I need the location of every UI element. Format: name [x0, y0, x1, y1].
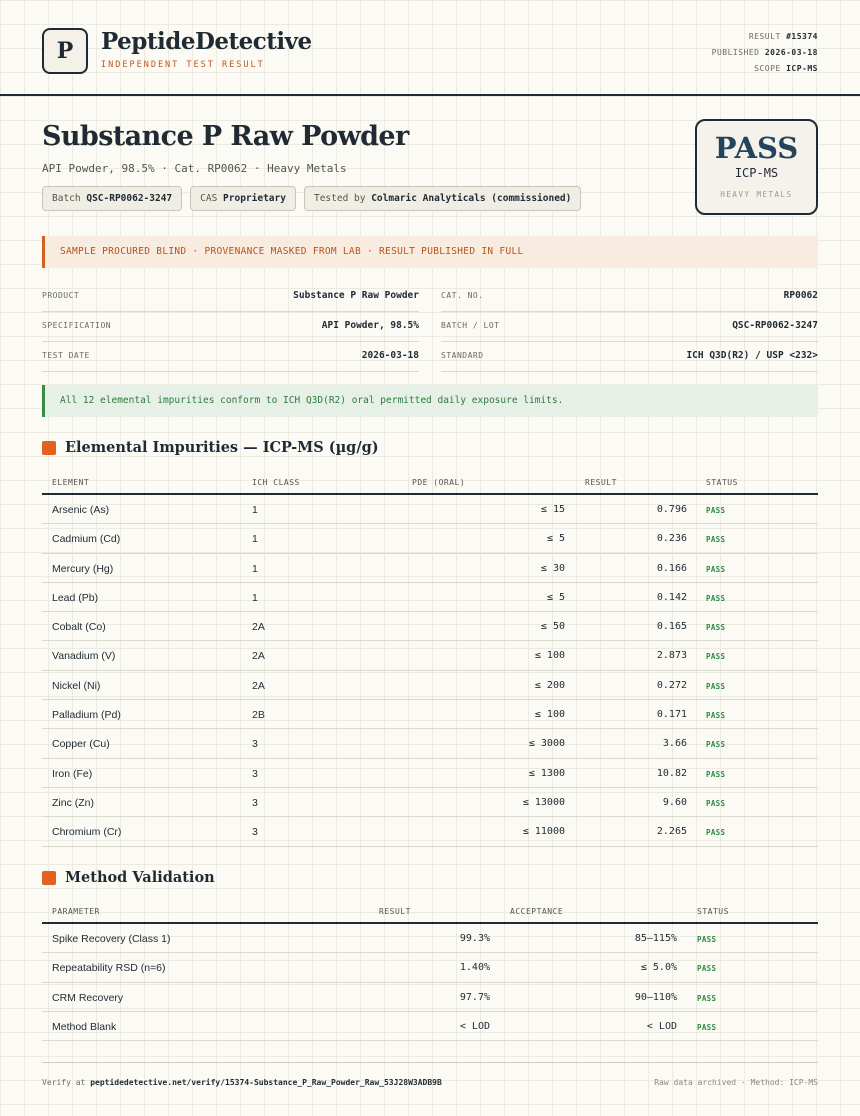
status-badge: PASS: [706, 798, 726, 808]
validation-heading: [42, 869, 215, 886]
result-number: #15374: [786, 32, 818, 41]
product-chips: [42, 186, 581, 211]
table-row: [42, 729, 818, 758]
column-header: PARAMETER: [52, 907, 100, 916]
impurities-body: [42, 495, 818, 847]
verify-label: Verify at: [42, 1078, 86, 1087]
column-header: RESULT: [379, 907, 411, 916]
element-name: Vanadium (V): [52, 650, 116, 663]
published-date: 2026-03-18: [764, 48, 818, 57]
batch-chip: [42, 186, 182, 211]
impurities-title: Elemental Impurities — ICP-MS (µg/g): [65, 439, 379, 456]
pde-limit: ≤ 30: [540, 562, 565, 574]
table-row: [42, 953, 818, 982]
pde-limit: ≤ 11000: [522, 826, 565, 838]
status-badge: PASS: [706, 769, 726, 779]
pde-limit: ≤ 5: [546, 533, 565, 545]
info-key: BATCH / LOT: [441, 321, 500, 330]
table-row: [42, 1012, 818, 1041]
parameter-name: Repeatability RSD (n=6): [52, 962, 166, 975]
status-badge: PASS: [706, 593, 726, 603]
result-value: 2.873: [656, 650, 687, 662]
brand-tagline: INDEPENDENT TEST RESULT: [101, 60, 265, 70]
result-value: 99.3%: [459, 933, 490, 944]
result-value: 0.171: [656, 709, 687, 721]
table-row: [42, 495, 818, 524]
table-row: [42, 788, 818, 817]
validation-body: [42, 924, 818, 1041]
column-header: ELEMENT: [52, 478, 90, 487]
product-title: Substance P Raw Powder: [42, 121, 409, 152]
element-name: Zinc (Zn): [52, 796, 94, 809]
scope-value: ICP-MS: [786, 64, 818, 73]
status-badge: PASS: [706, 740, 726, 750]
status-badge: PASS: [706, 828, 726, 838]
result-value: 0.142: [656, 591, 687, 603]
element-name: Palladium (Pd): [52, 709, 121, 722]
product-subtitle: API Powder, 98.5% · Cat. RP0062 · Heavy Metals: [42, 162, 347, 175]
result-value: 3.66: [662, 738, 687, 750]
impurities-heading: [42, 439, 379, 456]
chip-label: Tested by: [313, 193, 366, 204]
pde-limit: ≤ 100: [534, 650, 565, 662]
result-value: 97.7%: [459, 991, 490, 1003]
element-name: Cobalt (Co): [52, 621, 106, 634]
element-name: Nickel (Ni): [52, 679, 101, 692]
acceptance-value: < LOD: [646, 1020, 677, 1032]
status-badge: PASS: [706, 564, 726, 574]
status-badge: PASS: [706, 535, 726, 545]
status-badge: PASS: [697, 935, 717, 944]
chip-value: Colmaric Analyticals (commissioned): [371, 193, 572, 204]
column-header: STATUS: [706, 478, 738, 487]
column-header: PDE (ORAL): [412, 478, 466, 487]
result-value: 0.166: [656, 562, 687, 574]
ich-class: 1: [252, 533, 258, 546]
pde-limit: ≤ 1300: [528, 767, 565, 779]
pde-limit: ≤ 100: [534, 709, 565, 721]
ich-class: 1: [252, 562, 258, 575]
result-value: 9.60: [662, 796, 687, 808]
info-value: Substance P Raw Powder: [293, 290, 419, 301]
table-row: [42, 554, 818, 583]
pde-limit: ≤ 5: [546, 591, 565, 603]
ich-class: 3: [252, 767, 258, 780]
ich-class: 3: [252, 738, 258, 751]
ich-class: 1: [252, 504, 258, 516]
table-row: [42, 524, 818, 553]
ich-class: 2B: [252, 709, 265, 722]
table-row: [42, 612, 818, 641]
column-header: ACCEPTANCE: [510, 907, 564, 916]
table-header: [42, 897, 818, 924]
published-label: PUBLISHED: [711, 48, 760, 57]
table-row: [42, 641, 818, 670]
info-key: TEST DATE: [42, 351, 90, 360]
validation-table: [42, 897, 818, 1041]
acceptance-value: 90–110%: [634, 991, 677, 1003]
cas-chip: [190, 186, 296, 211]
info-row-product: [42, 282, 419, 312]
info-key: SPECIFICATION: [42, 321, 112, 330]
scope-label: SCOPE: [754, 64, 781, 73]
info-value: RP0062: [783, 290, 818, 301]
element-name: Cadmium (Cd): [52, 533, 121, 546]
info-row-standard: [441, 342, 818, 372]
result-value: 0.272: [656, 679, 687, 691]
pde-limit: ≤ 50: [540, 621, 565, 633]
info-row-batch: [441, 312, 818, 342]
element-name: Chromium (Cr): [52, 826, 122, 839]
column-header: STATUS: [697, 907, 729, 916]
parameter-name: Method Blank: [52, 1020, 117, 1033]
report-meta: [712, 29, 818, 77]
verdict-word: PASS: [714, 131, 799, 165]
tested-by-chip: [304, 186, 581, 211]
status-badge: PASS: [706, 506, 726, 515]
report-header: [0, 0, 860, 96]
column-header: ICH CLASS: [252, 478, 300, 487]
result-value: < LOD: [459, 1020, 490, 1032]
element-name: Iron (Fe): [52, 767, 93, 780]
parameter-name: CRM Recovery: [52, 991, 124, 1004]
table-row: [42, 583, 818, 612]
pde-limit: ≤ 3000: [528, 738, 565, 750]
info-key: CAT. NO.: [441, 291, 484, 300]
brand-name[interactable]: PeptideDetective: [101, 28, 312, 55]
info-row-spec: [42, 312, 419, 342]
validation-title: Method Validation: [65, 869, 215, 886]
verdict-badge: [695, 119, 818, 215]
pde-limit: ≤ 200: [534, 679, 565, 691]
chip-value: Proprietary: [223, 193, 286, 204]
report-footer: [42, 1062, 818, 1087]
element-name: Arsenic (As): [52, 504, 110, 516]
table-row: [42, 983, 818, 1012]
result-value: 0.236: [656, 533, 687, 545]
info-value: API Powder, 98.5%: [321, 320, 419, 331]
result-value: 0.165: [656, 621, 687, 633]
result-label: RESULT: [748, 32, 781, 41]
result-value: 10.82: [656, 767, 687, 779]
ich-class: 3: [252, 826, 258, 839]
element-name: Copper (Cu): [52, 738, 110, 751]
info-key: PRODUCT: [42, 291, 80, 300]
ich-class: 2A: [252, 679, 265, 692]
result-value: 0.796: [656, 504, 687, 515]
status-badge: PASS: [697, 993, 717, 1003]
table-row: [42, 924, 818, 953]
verdict-scope: HEAVY METALS: [720, 190, 793, 199]
archive-note: Raw data archived · Method: ICP-MS: [654, 1078, 818, 1087]
ich-class: 1: [252, 591, 258, 604]
verify-link[interactable]: peptidedetective.net/verify/15374-Substance_P_Raw_Powder_Raw_53J28W3ADB9B: [90, 1078, 442, 1087]
table-row: [42, 700, 818, 729]
status-badge: PASS: [706, 623, 726, 633]
conformance-note: All 12 elemental impurities conform to ICH Q3D(R2) oral permitted daily exposure limits.: [42, 385, 818, 417]
pde-limit: ≤ 15: [540, 504, 565, 515]
info-row-catno: [441, 282, 818, 312]
info-key: STANDARD: [441, 351, 484, 360]
acceptance-value: ≤ 5.0%: [640, 962, 677, 974]
status-badge: PASS: [697, 964, 717, 974]
parameter-name: Spike Recovery (Class 1): [52, 933, 171, 945]
chip-label: CAS: [200, 193, 218, 204]
procurement-notice: SAMPLE PROCURED BLIND · PROVENANCE MASKED FROM LAB · RESULT PUBLISHED IN FULL: [42, 236, 818, 268]
impurities-table: [42, 468, 818, 847]
info-value: QSC-RP0062-3247: [732, 320, 818, 331]
verdict-method: ICP-MS: [734, 166, 779, 180]
status-badge: PASS: [706, 711, 726, 721]
column-header: RESULT: [585, 478, 617, 487]
table-header: [42, 468, 818, 495]
info-value: 2026-03-18: [361, 350, 419, 361]
section-marker-icon: [42, 441, 56, 455]
result-value: 1.40%: [459, 962, 490, 974]
status-badge: PASS: [706, 681, 726, 691]
acceptance-value: 85–115%: [634, 933, 677, 944]
ich-class: 2A: [252, 621, 265, 634]
info-row-date: [42, 342, 419, 372]
chip-label: Batch: [52, 193, 81, 204]
element-name: Lead (Pb): [52, 591, 99, 604]
status-badge: PASS: [697, 1022, 717, 1032]
table-row: [42, 759, 818, 788]
ich-class: 3: [252, 796, 258, 809]
verify-line: [42, 1078, 442, 1087]
chip-value: QSC-RP0062-3247: [86, 193, 173, 204]
info-value: ICH Q3D(R2) / USP <232>: [686, 350, 818, 361]
element-name: Mercury (Hg): [52, 562, 114, 575]
ich-class: 2A: [252, 650, 265, 663]
result-value: 2.265: [656, 826, 687, 838]
pde-limit: ≤ 13000: [522, 796, 565, 808]
logo-icon: P: [42, 28, 88, 74]
table-row: [42, 817, 818, 846]
status-badge: PASS: [706, 652, 726, 662]
section-marker-icon: [42, 871, 56, 885]
table-row: [42, 671, 818, 700]
